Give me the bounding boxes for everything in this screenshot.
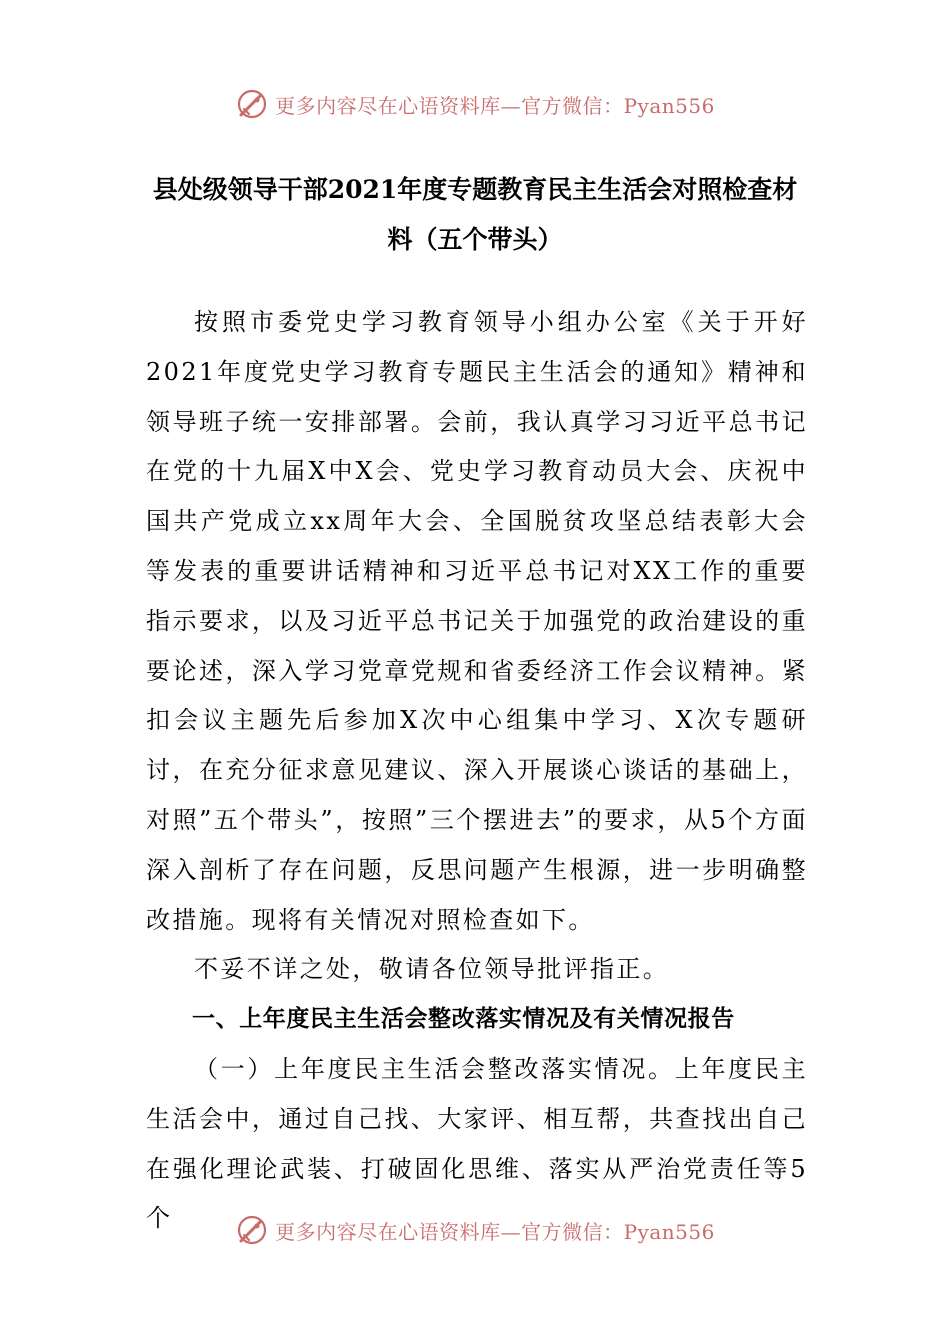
- closing-paragraph: 不妥不详之处，敬请各位领导批评指正。: [194, 955, 670, 984]
- title-line-2: 料（五个带头）: [387, 225, 563, 254]
- section-heading: 一、上年度民主生活会整改落实情况及有关情况报告: [192, 1006, 735, 1033]
- intro-paragraph: 按照市委党史学习教育领导小组办公室《关于开好2021年度党史学习教育专题民主生活会的通知》精神和领导班子统一安排部署。会前，我认真学习习近平总书记在党的十九届X中X会、党史学习教育动员大会、庆祝中国共产党成立xx周年大会、全国脱贫攻坚总结表彰大会等发表的重要讲话精神和习近平总书记对XX工作的重要指示要求，以及习近平总书记关于加强党的政治建设的重要论述，深入学习党章党规和省委经济工作会议精神。紧扣会议主题先后参加X次中心组集中学习、X次专题研讨，在充分征求意见建议、深入开展谈心谈话的基础上，对照”五个带头”，按照”三个摆进去”的要求，从5个方面深入剖析了存在问题，反思问题产生根源，进一步明确整改措施。现将有关情况对照检查如下。: [146, 308, 808, 934]
- watermark-bottom: [0, 1212, 950, 1248]
- pen-logo-icon: [235, 1213, 269, 1247]
- watermark-top: [0, 86, 950, 122]
- title-line-1: 县处级领导干部2021年度专题教育民主生活会对照检查材: [152, 175, 798, 204]
- watermark-text: 更多内容尽在心语资料库—官方微信：Pyan556: [275, 93, 715, 118]
- document-body: [146, 298, 808, 1244]
- pen-logo-icon: [235, 87, 269, 121]
- document-title: [140, 165, 810, 265]
- watermark-text: 更多内容尽在心语资料库—官方微信：Pyan556: [275, 1219, 715, 1244]
- subsection-paragraph: （一）上年度民主生活会整改落实情况。上年度民主生活会中，通过自己找、大家评、相互帮，共查找出自己在强化理论武装、打破固化思维、落实从严治党责任等5个: [146, 1054, 808, 1233]
